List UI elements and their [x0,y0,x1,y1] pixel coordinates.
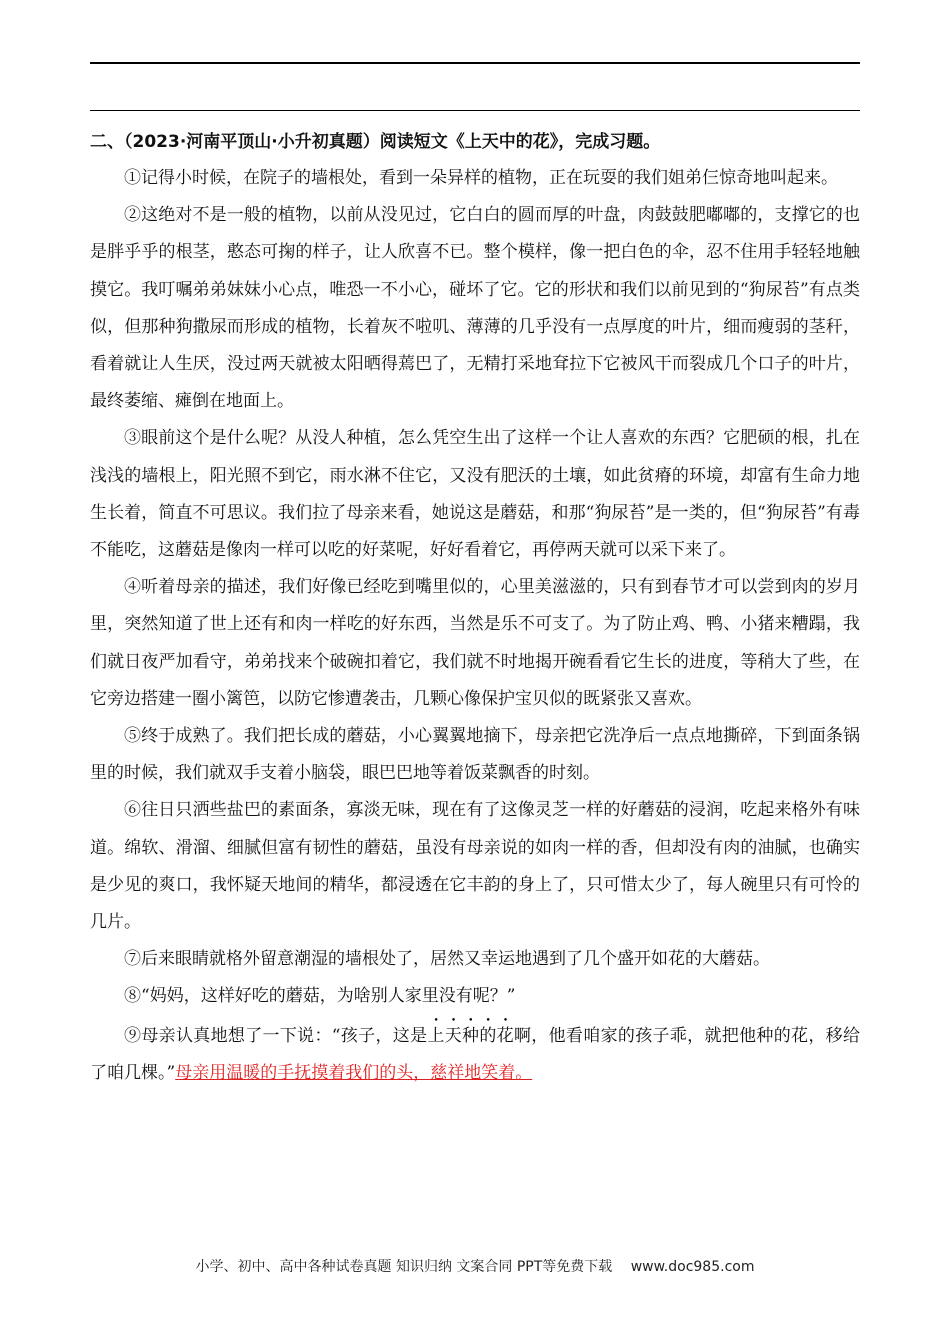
paragraph-1: ①记得小时候，在院子的墙根处，看到一朵异样的植物，正在玩耍的我们姐弟仨惊奇地叫起来。 [124,168,838,188]
page-footer: 小学、初中、高中各种试卷真题 知识归纳 文案合同 PPT等免费下载 www.doc985.com [195,1259,755,1275]
second-rule [90,110,860,111]
document-body [90,124,860,1092]
paragraph-9-before: ⑨母亲认真地想了一下说：“孩子，这是 [124,1025,428,1046]
paragraph-7: ⑦后来眼睛就格外留意潮湿的墙根处了，居然又幸运地遇到了几个盛开如花的大蘑菇。 [124,949,770,970]
paragraph-3: ③眼前这个是什么呢？从没人种植，怎么凭空生出了这样一个让人喜欢的东西？它肥硕的根，扎在浅浅的墙根上，阳光照不到它，雨水淋不住它，又没有肥沃的土壤，如此贫瘠的环境，却富有生命力地生长着，简直不可思议。我们拉了母亲来看，她说这是蘑菇，和那“狗尿苔”是一类的，但“狗尿苔”有毒不能吃，这蘑菇是像肉一样可以吃的好菜呢，好好看着它，再停两天就可以采下来了。 [90,428,860,561]
paragraph-5: ⑤终于成熟了。我们把长成的蘑菇，小心翼翼地摘下，母亲把它洗净后一点点地撕碎，下到面条锅里的时候，我们就双手支着小脑袋，眼巴巴地等着饭菜飘香的时刻。 [90,726,860,784]
question-heading: 二、（2023·河南平顶山·小升初真题）阅读短文《上天中的花》，完成习题。 [90,132,661,152]
paragraph-4: ④听着母亲的描述，我们好像已经吃到嘴里似的，心里美滋滋的，只有到春节才可以尝到肉的岁月里，突然知道了世上还有和肉一样吃的好东西，当然是乐不可支了。为了防止鸡、鸭、小猪来糟蹋，我们就日夜严加看守，弟弟找来个破碗扣着它，我们就不时地揭开碗看看它生长的进度，等稍大了些，在它旁边搭建一圈小篱笆，以防它惨遭袭击，几颗心像保护宝贝似的既紧张又喜欢。 [90,577,860,709]
paragraph-9 [90,1016,860,1092]
emphasized-phrase: 上天种的花 [427,1025,514,1046]
paragraph-9-after: 啊，他看咱家的孩子乖，就把他种的花，移给了咱几棵。” [90,1025,860,1083]
paragraph-8: ⑧“妈妈，这样好吃的蘑菇，为啥别人家里没有呢？” [124,986,516,1007]
paragraph-6: ⑥往日只洒些盐巴的素面条，寡淡无味，现在有了这像灵芝一样的好蘑菇的浸润，吃起来格外有味道。绵软、滑溜、细腻但富有韧性的蘑菇，虽没有母亲说的如肉一样的香，但却没有肉的油腻，也确实是少见的爽口，我怀疑天地间的精华，都浸透在它丰韵的身上了，只可惜太少了，每人碗里只有可怜的几片。 [90,800,860,933]
top-rule [90,62,860,64]
paragraph-2: ②这绝对不是一般的植物，以前从没见过，它白白的圆而厚的叶盘，肉鼓鼓肥嘟嘟的，支撑它的也是胖乎乎的根茎，憨态可掬的样子，让人欣喜不已。整个模样，像一把白色的伞，忍不住用手轻轻地触摸它。我叮嘱弟弟妹妹小心点，唯恐一不小心，碰坏了它。它的形状和我们以前见到的“狗尿苔”有点类似，但那种狗撒尿而形成的植物，长着灰不啦叽、薄薄的几乎没有一点厚度的叶片，细而瘦弱的茎秆，看着就让人生厌，没过两天就被太阳晒得蔫巴了，无精打采地耷拉下它被风干而裂成几个口子的叶片，最终萎缩、瘫倒在地面上。 [90,205,860,412]
underlined-sentence: 母亲用温暖的手抚摸着我们的头，慈祥地笑着。 [175,1062,533,1083]
